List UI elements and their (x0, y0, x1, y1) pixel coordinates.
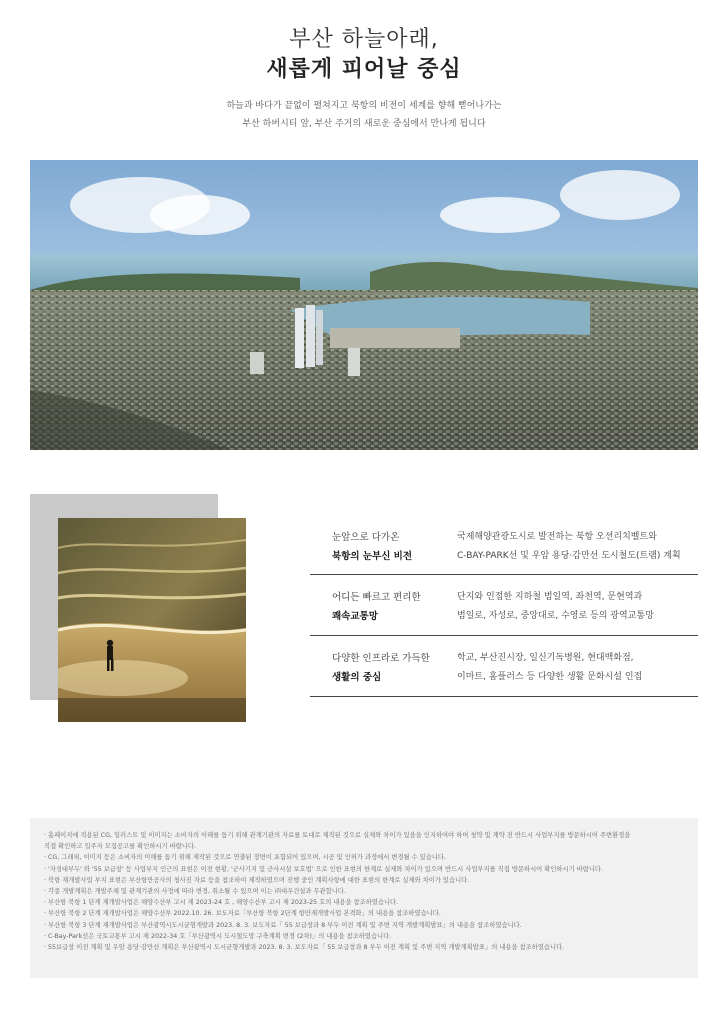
feature-title-light: 눈앞으로 다가온 (332, 532, 400, 543)
feature-description (457, 649, 697, 687)
disclaimer-notes (30, 818, 698, 978)
feature-desc-line-2: C-BAY-PARK선 및 우암 용당·감만선 도시철도(트램) 계획 (457, 551, 681, 561)
feature-desc-line-2: 이마트, 홈플러스 등 다양한 생활 문화시설 인접 (457, 672, 643, 682)
disclaimer-note: · 55보급창 이전 계획 및 우암 용당·감만선 계획은 부산광역시 도시균형개발과 2023. 8. 3. 보도자료「 55 보급창과 8 부두 이전 계획 및 주변 지역 개발계획발표」의 내용을 참조하였습니다. (44, 944, 565, 952)
subtitle-line-1: 하늘과 바다가 끝없이 펼쳐지고 북항의 비전이 세계를 향해 뻗어나가는 (226, 101, 502, 111)
disclaimer-note: · 북항 재개발사업 부지 표현은 부산항만공사의 청사진 자료 등을 참조하여 제작하였으며 진행 중인 계획사항에 대한 표현의 한계로 실제와 차이가 있습니다. (44, 876, 470, 884)
disclaimer-note: · 부산항 북항 2 단계 재개발사업은 해양수산부 2022.10. 26. 보도자료「부산항 북항 2단계 항만재개발사업 본격화」의 내용을 참조하였습니다. (44, 910, 441, 918)
feature-desc-line-1: 학교, 부산진시장, 일신기독병원, 현대백화점, (457, 653, 634, 663)
feature-row-vision (310, 515, 698, 575)
feature-description (457, 528, 697, 566)
feature-desc-line-1: 단지와 인접한 지하철 범일역, 좌천역, 문현역과 (457, 592, 643, 602)
feature-list (310, 515, 698, 697)
feature-title (332, 588, 421, 626)
feature-desc-line-2: 범일로, 자성로, 중앙대로, 수영로 등의 광역교통망 (457, 611, 654, 621)
disclaimer-note: · '자성대부두' 와 '55 보급창' 등 사업부지 인근의 표현은 이전 현황, '군사기지 및 군사시설 보호법' 으로 인한 표현의 한계로 실제와 차이가 있으며 반드시 사업부지를 직접 방문하시어 확인하시기 바랍니다. (44, 865, 603, 873)
subtitle-line-2: 부산 하버시티 앞, 부산 주거의 새로운 중심에서 만나게 됩니다 (242, 119, 486, 129)
feature-title-light: 어디든 빠르고 편리한 (332, 592, 421, 603)
disclaimer-note: · 부산항 북항 3 단계 재개발사업은 부산광역시도시균형개발과 2023. 8. 3. 보도자료「 55 보급창과 8 부두 이전 계획 및 주변 지역 개발계획발표」의 내용을 참조하였습니다. (44, 921, 522, 929)
feature-row-living (310, 636, 698, 697)
title-line-2: 새롭게 피어날 중심 (266, 57, 462, 82)
disclaimer-note: · 각종 개발계획은 개발주체 및 관계기관의 사정에 따라 변경, 취소될 수 있으며 이는 ㈜대우건설과 무관합니다. (44, 888, 346, 896)
feature-row-transport (310, 575, 698, 636)
feature-title-bold: 생활의 중심 (332, 672, 382, 683)
disclaimer-note: · CG, 그래픽, 이미지 등은 소비자의 이해를 돕기 위해 제작된 것으로 연출된 장면이 포함되어 있으며, 시공 및 인허가 과정에서 변경될 수 있습니다. (44, 854, 446, 862)
feature-desc-line-1: 국제해양관광도시로 발전하는 북항 오션리치벨트와 (457, 532, 657, 542)
beach-person-image (58, 518, 246, 722)
disclaimer-note: 직접 확인하고 입주자 모집공고를 확인하시기 바랍니다. (44, 843, 196, 851)
disclaimer-note: · 홈페이지에 적용된 CG, 일러스트 및 이미지는 소비자의 이해를 돕기 위해 관계기관의 자료를 토대로 제작된 것으로 실제와 차이가 있을을 인지하여야 하며 청약 및 계약 전 반드시 사업부지를 방문하시어 주변환경을 (44, 832, 631, 839)
feature-title (332, 649, 430, 687)
feature-description (457, 588, 697, 626)
aerial-city-harbor-image (30, 160, 698, 450)
feature-title-bold: 쾌속교통망 (332, 611, 378, 622)
feature-title (332, 528, 412, 566)
title-line-1: 부산 하늘아래, (289, 27, 439, 52)
feature-title-light: 다양한 인프라로 가득한 (332, 653, 430, 664)
feature-title-bold: 북항의 눈부신 비전 (332, 551, 413, 562)
disclaimer-note: · C-Bay-Park선은 국토교통부 고시 제 2022-34 호「부산광역시 도시철도망 구축계획 변경 (2차)」의 내용을 참조하였습니다. (44, 932, 392, 940)
disclaimer-note: · 부산항 북항 1 단계 재개발사업은 해양수산부 고시 제 2023-24 호 , 해양수산부 고시 제 2023-25 호의 내용을 참조하였습니다. (44, 899, 399, 907)
